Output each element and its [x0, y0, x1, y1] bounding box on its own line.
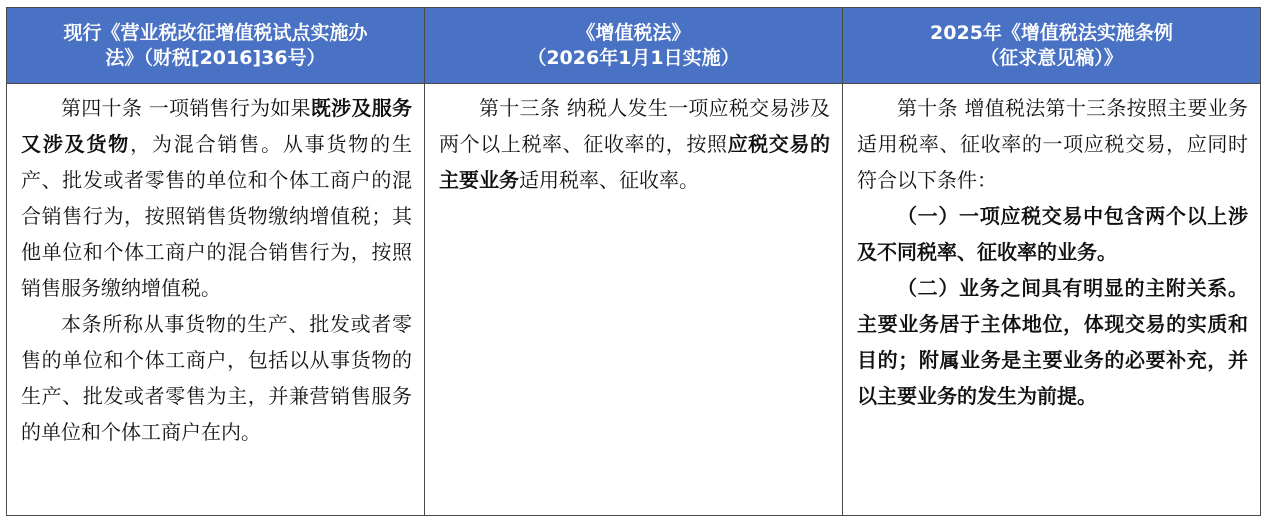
cell-vat-law	[425, 84, 843, 516]
emphasis-text: 既涉及服务又涉及货物	[21, 96, 412, 156]
text-run: 第十三条 纳税人发生一项应税交易涉及两个以上税率、征收率的，按照	[439, 96, 830, 156]
article-40-scope-paragraph: 本条所称从事货物的生产、批发或者零售的单位和个体工商户，包括以从事货物的生产、批发或者零售为主，并兼营销售服务的单位和个体工商户在内。	[21, 312, 412, 444]
header-implementation-regulations	[843, 8, 1261, 84]
header-current-pilot-measures	[7, 8, 425, 84]
text-run: 适用税率、征收率。	[519, 168, 699, 192]
text-run: 第四十条 一项销售行为如果	[61, 96, 311, 120]
article-10-paragraph: 第十条 增值税法第十三条按照主要业务适用税率、征收率的一项应税交易，应同时符合以下条件：	[857, 96, 1248, 192]
header-line: （2026年1月1日实施）	[527, 46, 740, 69]
article-13-paragraph	[439, 90, 830, 198]
comparison-table	[6, 7, 1261, 516]
emphasis-text: 应税交易的主要业务	[439, 132, 831, 192]
header-line: 法》（财税[2016]36号）	[105, 46, 326, 69]
header-line: 2025年《增值税法实施条例	[930, 21, 1173, 44]
cell-current-pilot-measures	[7, 84, 425, 516]
header-line: （征求意见稿）》	[980, 46, 1123, 69]
header-line: 现行《营业税改征增值税试点实施办	[63, 21, 368, 44]
condition-1-paragraph: （一）一项应税交易中包含两个以上涉及不同税率、征收率的业务。	[857, 204, 1248, 264]
condition-2-paragraph: （二）业务之间具有明显的主附关系。主要业务居于主体地位，体现交易的实质和目的；附属业务是主要业务的必要补充，并以主要业务的发生为前提。	[857, 276, 1248, 408]
header-line: 《增值税法》	[576, 21, 691, 44]
cell-implementation-regulations	[843, 84, 1261, 516]
text-run: ，为混合销售。从事货物的生产、批发或者零售的单位和个体工商户的混合销售行为，按照销售货物缴纳增值税；其他单位和个体工商户的混合销售行为，按照销售服务缴纳增值税。	[21, 132, 413, 300]
content-row	[7, 84, 1261, 516]
article-40-paragraph	[21, 90, 412, 306]
header-row	[7, 8, 1261, 84]
header-vat-law	[425, 8, 843, 84]
